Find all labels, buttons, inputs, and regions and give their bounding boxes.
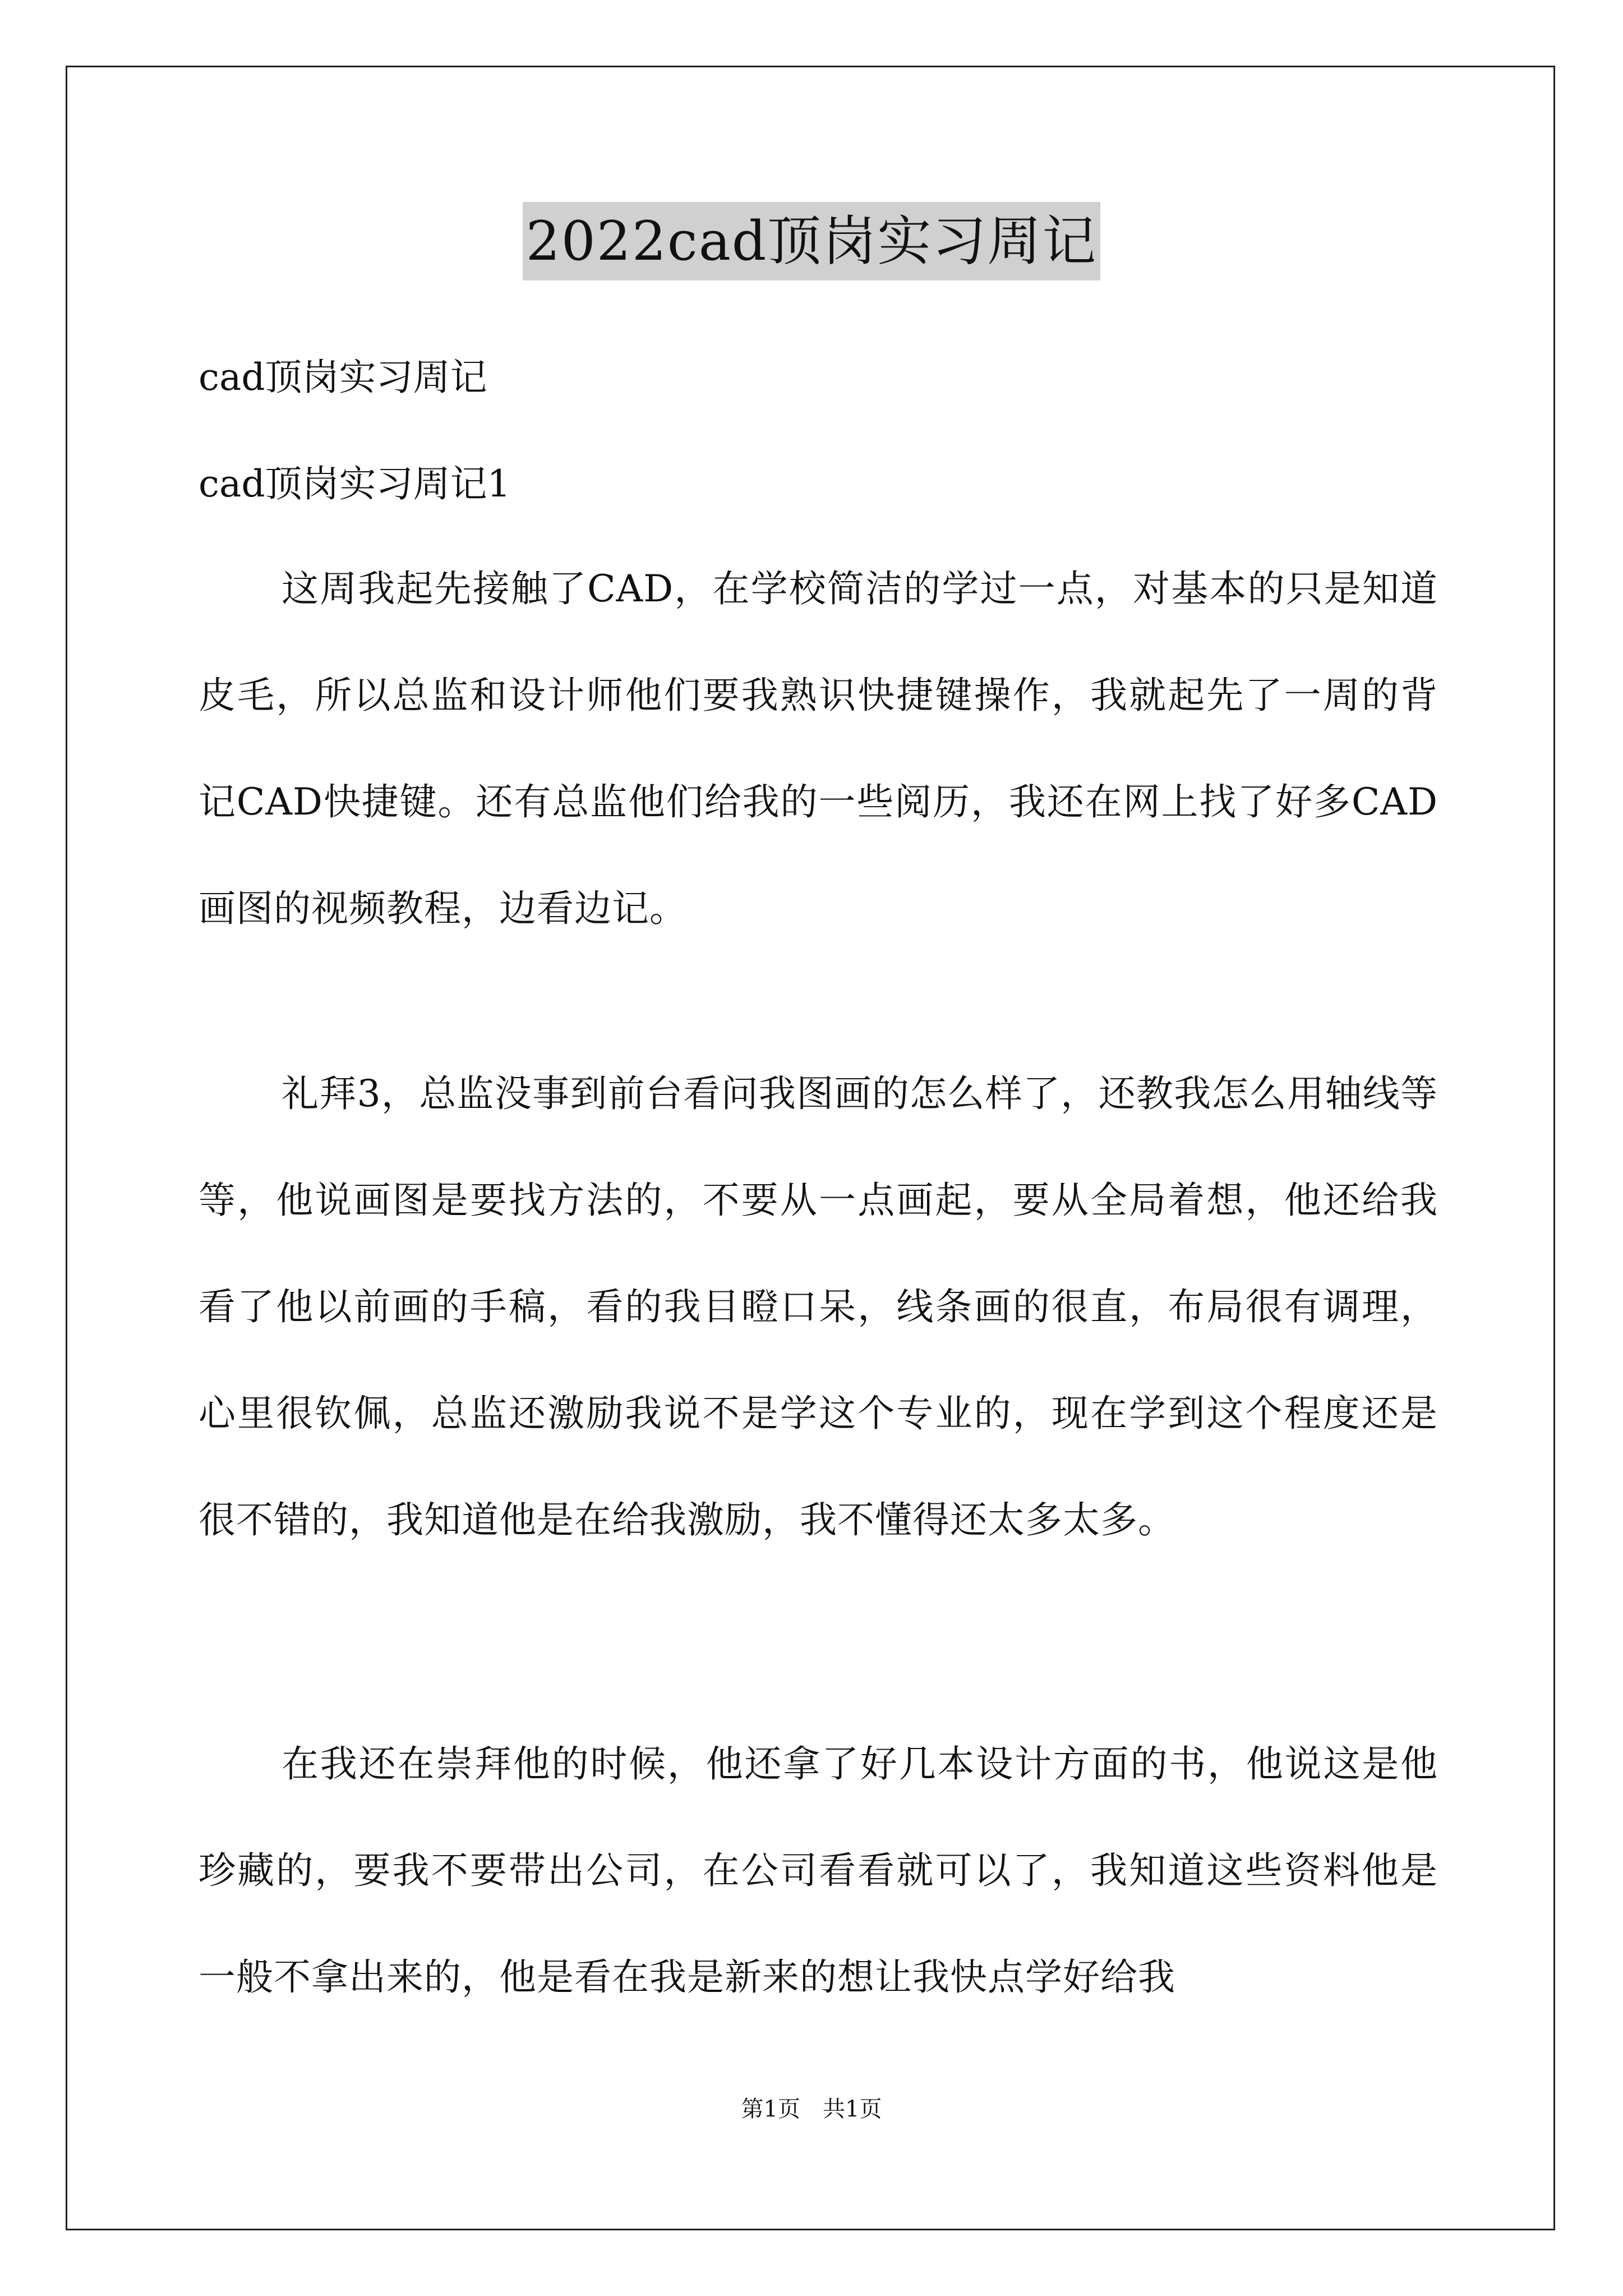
section-heading: cad顶岗实习周记1 <box>199 462 511 505</box>
paragraph-3: 在我还在崇拜他的时候，他还拿了好几本设计方面的书，他说这是他珍藏的，要我不要带出公司，在公司看看就可以了，我知道这些资料他是一般不拿出来的，他是看在我是新来的想让我快点学好给我 <box>199 1742 1438 1999</box>
paragraph-1: 这周我起先接触了CAD，在学校简洁的学过一点，对基本的只是知道皮毛，所以总监和设计师他们要我熟识快捷键操作，我就起先了一周的背记CAD快捷键。还有总监他们给我的一些阅历，我还在网上找了好多CAD画图的视频教程，边看边记。 <box>199 567 1438 930</box>
subtitle-heading: cad顶岗实习周记 <box>199 356 487 399</box>
title-container <box>0 202 1623 280</box>
paragraph-2: 礼拜3，总监没事到前台看问我图画的怎么样了，还教我怎么用轴线等等，他说画图是要找方法的，不要从一点画起，要从全局着想，他还给我看了他以前画的手稿，看的我目瞪口呆，线条画的很直，布局很有调理，心里很钦佩，总监还激励我说不是学这个专业的，现在学到这个程度还是很不错的，我知道他是在给我激励，我不懂得还太多太多。 <box>199 1072 1438 1542</box>
page-footer: 第1页 共1页 <box>741 2096 882 2122</box>
document-title: 2022cad顶岗实习周记 <box>523 202 1101 280</box>
